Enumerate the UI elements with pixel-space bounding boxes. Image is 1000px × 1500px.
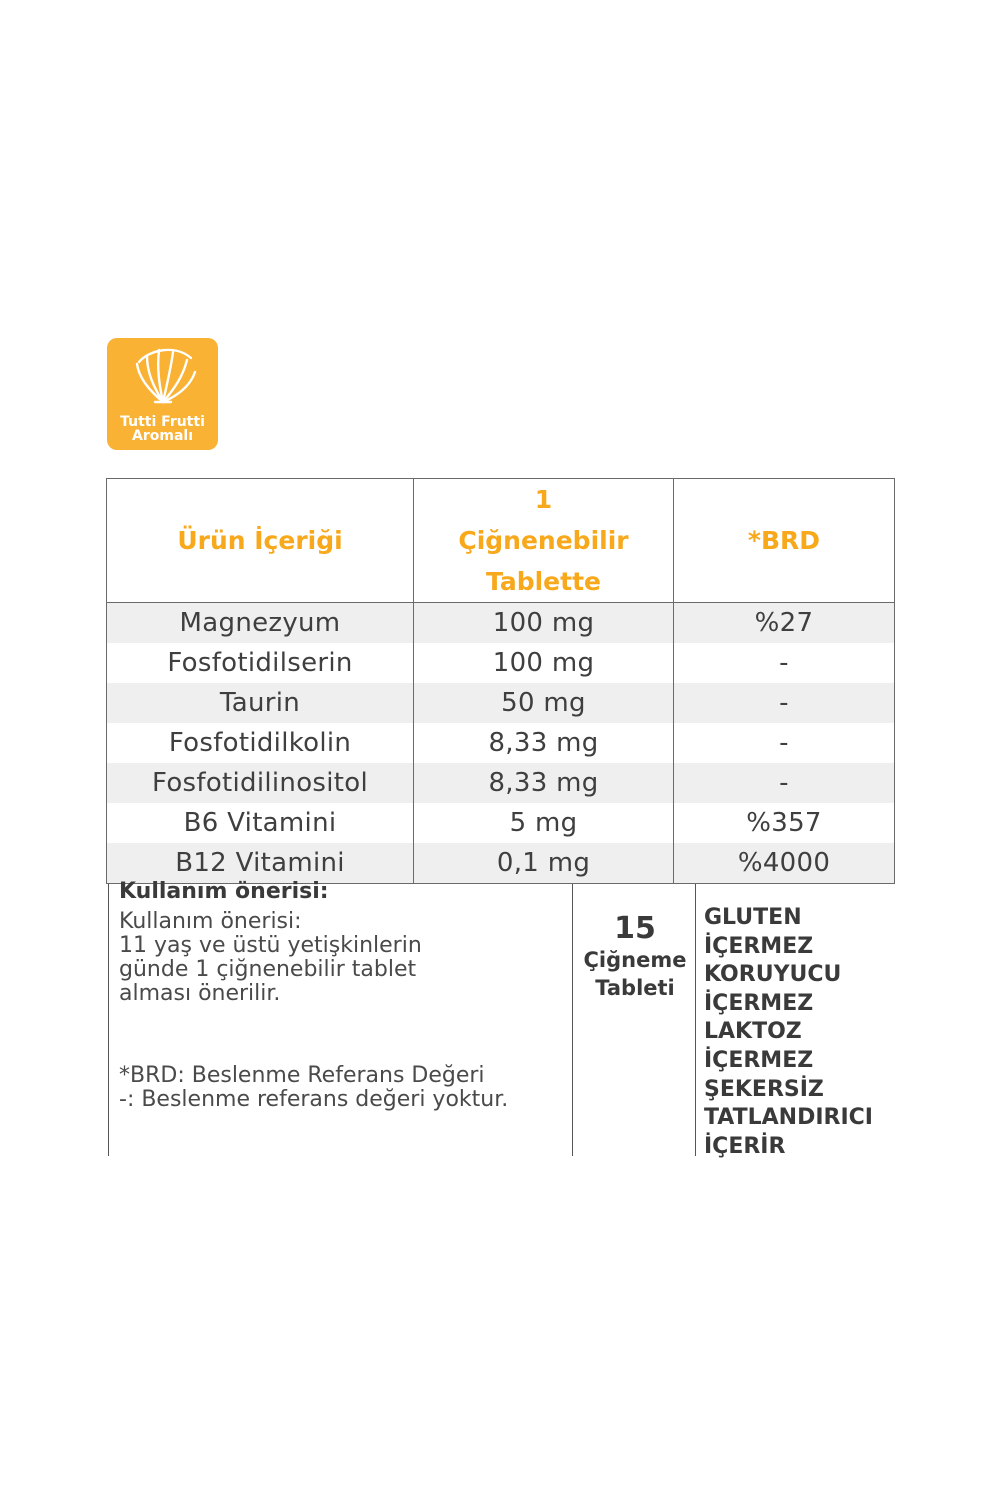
amount-cell: 0,1 mg [414,843,674,884]
brd-cell: - [674,763,895,803]
ingredient-cell: Fosfotidilserin [107,643,414,683]
brd-cell: - [674,683,895,723]
tablet-count-block [575,912,695,1002]
header-per-tablet: 1 Çiğnenebilir Tablette [414,479,674,603]
header-brd: *BRD [674,479,895,603]
claim-line: KORUYUCU [704,962,842,988]
ingredient-cell: Magnezyum [107,603,414,644]
brd-cell: %27 [674,603,895,644]
brd-cell: - [674,643,895,683]
claims-list [704,904,904,1161]
amount-cell: 100 mg [414,643,674,683]
usage-line: 11 yaş ve üstü yetişkinlerin [119,933,422,958]
tablet-count: 15 [614,911,656,946]
claim-line: GLUTEN [704,905,802,930]
ingredient-cell: B6 Vitamini [107,803,414,843]
claim-line: TATLANDIRICI [704,1105,873,1131]
claim-line: İÇERMEZ [704,1047,814,1073]
flavor-label [107,415,218,443]
claim-line: ŞEKERSİZ [704,1076,824,1102]
table-row [107,723,895,763]
amount-cell: 8,33 mg [414,723,674,763]
tablet-label-2: Tableti [595,976,675,1000]
table-row [107,603,895,644]
table-row [107,683,895,723]
brd-cell: %4000 [674,843,895,884]
amount-cell: 100 mg [414,603,674,644]
claim-line: İÇERMEZ [704,990,814,1016]
divider-middle [572,884,573,1156]
table-row [107,843,895,884]
claim-line: İÇERİR [704,1133,786,1159]
divider-left [108,884,109,1156]
table-row [107,763,895,803]
usage-section [119,880,564,1112]
flavor-line-2: Aromalı [132,428,193,444]
brd-cell: %357 [674,803,895,843]
flavor-badge [107,338,218,450]
ingredient-cell: Fosfotidilkolin [107,723,414,763]
nutrition-table [106,478,895,884]
header-ingredient: Ürün İçeriği [107,479,414,603]
table-header-row [107,479,895,603]
dash-note: -: Beslenme referans değeri yoktur. [119,1087,509,1112]
amount-cell: 50 mg [414,683,674,723]
ingredient-cell: Fosfotidilinositol [107,763,414,803]
table-row [107,803,895,843]
usage-line: günde 1 çiğnenebilir tablet [119,957,417,982]
usage-line: Kullanım önerisi: [119,909,302,934]
ingredient-cell: B12 Vitamini [107,843,414,884]
table-row [107,643,895,683]
brd-note: *BRD: Beslenme Referans Değeri [119,1063,485,1088]
brd-cell: - [674,723,895,763]
flavor-line-1: Tutti Frutti [120,414,205,430]
ingredient-cell: Taurin [107,683,414,723]
tablet-label-1: Çiğneme [583,948,687,972]
usage-line: alması önerilir. [119,981,281,1006]
amount-cell: 8,33 mg [414,763,674,803]
divider-right [695,884,696,1156]
amount-cell: 5 mg [414,803,674,843]
shell-icon [125,340,201,412]
claim-line: LAKTOZ [704,1019,802,1045]
usage-heading: Kullanım önerisi: [119,879,329,904]
claim-line: İÇERMEZ [704,933,814,959]
